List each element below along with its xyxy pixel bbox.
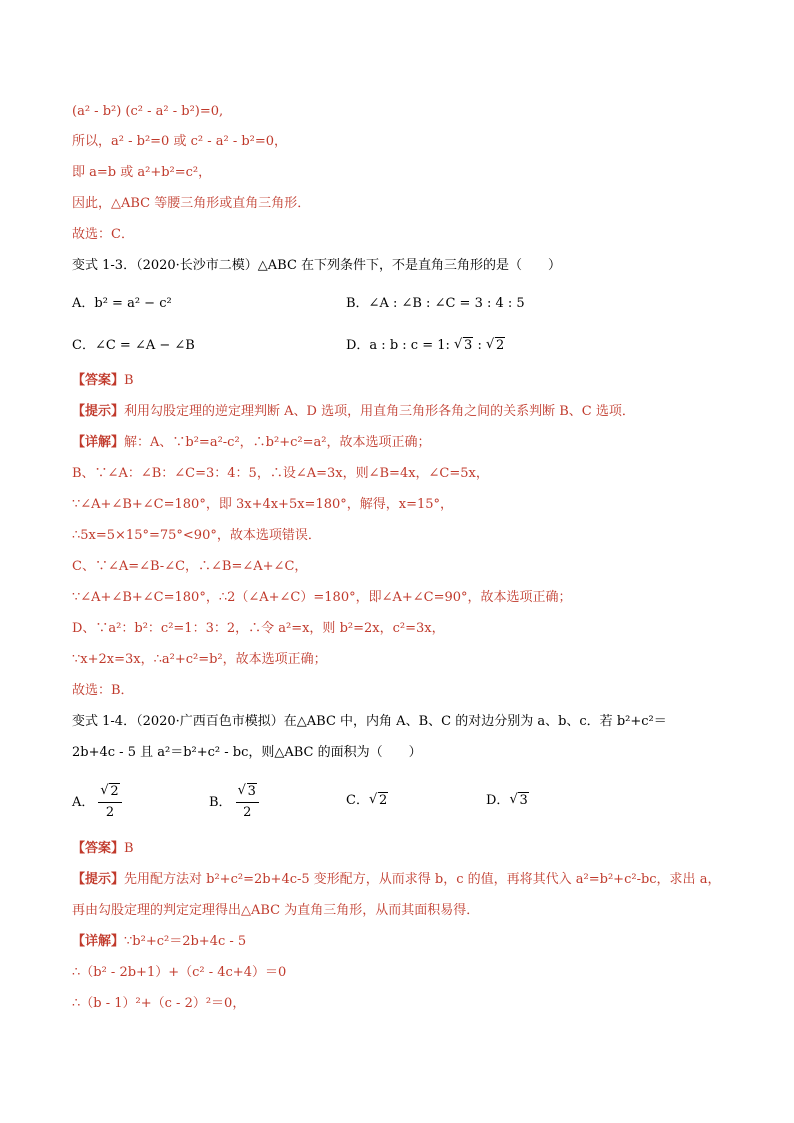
answer-value: B <box>124 841 134 856</box>
question-1-3-answer <box>72 372 134 390</box>
prev-solution-line-5: 故选：C． <box>72 227 134 242</box>
answer-tag: 【答案】 <box>72 841 125 856</box>
hint-text: 利用勾股定理的逆定理判断 A、D 选项，用直角三角形各角之间的关系判断 B、C 选项． <box>124 404 635 419</box>
question-1-3-hint <box>72 403 635 421</box>
prev-solution-line-1: (a² - b²) (c² - a² - b²)=0, <box>72 104 224 119</box>
question-1-3-detail-line-4: ∴5x=5×15°=75°<90°，故本选项错误． <box>72 528 321 543</box>
option-d-label: D． <box>486 793 510 808</box>
question-1-3-detail-line-3: ∵∠A+∠B+∠C=180°，即 3x+4x+5x=180°，解得，x=15°， <box>72 497 454 512</box>
option-d-prefix: D．a : b : c = 1: <box>346 338 450 353</box>
question-1-3-option-b: B．∠A : ∠B : ∠C = 3 : 4 : 5 <box>346 296 525 311</box>
prev-solution-line-4: 因此，△ABC 等腰三角形或直角三角形． <box>72 196 311 211</box>
question-1-3-detail-line-7: D、∵a²：b²：c²=1：3：2，∴令 a²=x，则 b²=2x，c²=3x， <box>72 621 445 636</box>
question-1-3-option-c: C．∠C = ∠A − ∠B <box>72 338 195 353</box>
question-1-3-stem: 变式 1-3．（2020·长沙市二模）△ABC 在下列条件下，不是直角三角形的是（ ） <box>72 258 562 273</box>
question-1-4-detail <box>72 933 246 951</box>
sqrt-symbol: √ 3 <box>509 792 528 810</box>
question-1-3-detail-line-2: B、∵∠A：∠B：∠C=3：4：5，∴设∠A=3x，则∠B=4x，∠C=5x， <box>72 466 489 481</box>
prev-solution-line-2: 所以，a² - b²=0 或 c² - a² - b²=0， <box>72 134 288 149</box>
option-a-label: A． <box>72 795 95 810</box>
question-1-3-detail-line-5: C、∵∠A=∠B-∠C，∴∠B=∠A+∠C， <box>72 559 308 574</box>
option-c-label: C． <box>346 793 369 808</box>
question-1-3-detail <box>72 434 430 452</box>
question-1-4-option-a <box>72 782 122 823</box>
question-1-3-detail-line-6: ∵∠A+∠B+∠C=180°，∴2（∠A+∠C）=180°，即∠A+∠C=90°，故本选项正确； <box>72 590 572 605</box>
answer-tag: 【答案】 <box>72 373 125 388</box>
question-1-4-option-b <box>209 782 259 823</box>
fraction: √ $\frac{2}{2}$ <box>98 782 121 823</box>
question-1-4-detail-line-2: ∴（b² - 2b+1）+（c² - 4c+4）＝0 <box>72 965 287 980</box>
question-1-4-hint <box>72 871 720 889</box>
sqrt-symbol: √ 2 <box>369 792 388 810</box>
question-1-4-stem-line-1: 变式 1-4．（2020·广西百色市模拟）在△ABC 中，内角 A、B、C 的对边分别为 a、b、c．若 b²+c²＝ <box>72 714 667 729</box>
detail-text: ∵b²+c²＝2b+4c - 5 <box>124 934 247 949</box>
sqrt-symbol: √ 2 <box>486 337 505 355</box>
detail-tag: 【详解】 <box>72 934 125 949</box>
question-1-3-detail-line-8: ∵x+2x=3x，∴a²+c²=b²，故本选项正确； <box>72 652 327 667</box>
question-1-4-detail-line-3: ∴（b - 1）²+（c - 2）²＝0， <box>72 996 246 1011</box>
question-1-4-answer <box>72 840 134 858</box>
question-1-3-option-d <box>346 337 505 355</box>
question-1-3-final: 故选：B． <box>72 683 134 698</box>
answer-value: B <box>124 373 134 388</box>
hint-tag: 【提示】 <box>72 404 125 419</box>
prev-solution-line-3: 即 a=b 或 a²+b²=c²， <box>72 165 212 180</box>
question-1-3-option-a: A．b² = a² − c² <box>72 296 172 311</box>
detail-tag: 【详解】 <box>72 435 125 450</box>
hint-tag: 【提示】 <box>72 872 125 887</box>
question-1-4-option-d <box>486 792 529 810</box>
question-1-4-hint-line-2: 再由勾股定理的判定定理得出△ABC 为直角三角形，从而其面积易得． <box>72 903 480 918</box>
detail-text: 解：A、∵b²=a²-c²，∴b²+c²=a²，故本选项正确； <box>124 435 431 450</box>
question-1-4-stem-line-2: 2b+4c - 5 且 a²＝b²+c² - bc，则△ABC 的面积为（ ） <box>72 745 422 760</box>
fraction: √ $\frac{3}{2}$ <box>236 782 259 823</box>
question-1-4-option-c <box>346 792 388 810</box>
hint-text: 先用配方法对 b²+c²=2b+4c-5 变形配方，从而求得 b，c 的值，再将其代入 a²=b²+c²-bc，求出 a， <box>124 872 721 887</box>
option-b-label: B． <box>209 795 232 810</box>
option-d-separator: : <box>477 338 482 353</box>
sqrt-symbol: √ 3 <box>454 337 473 355</box>
